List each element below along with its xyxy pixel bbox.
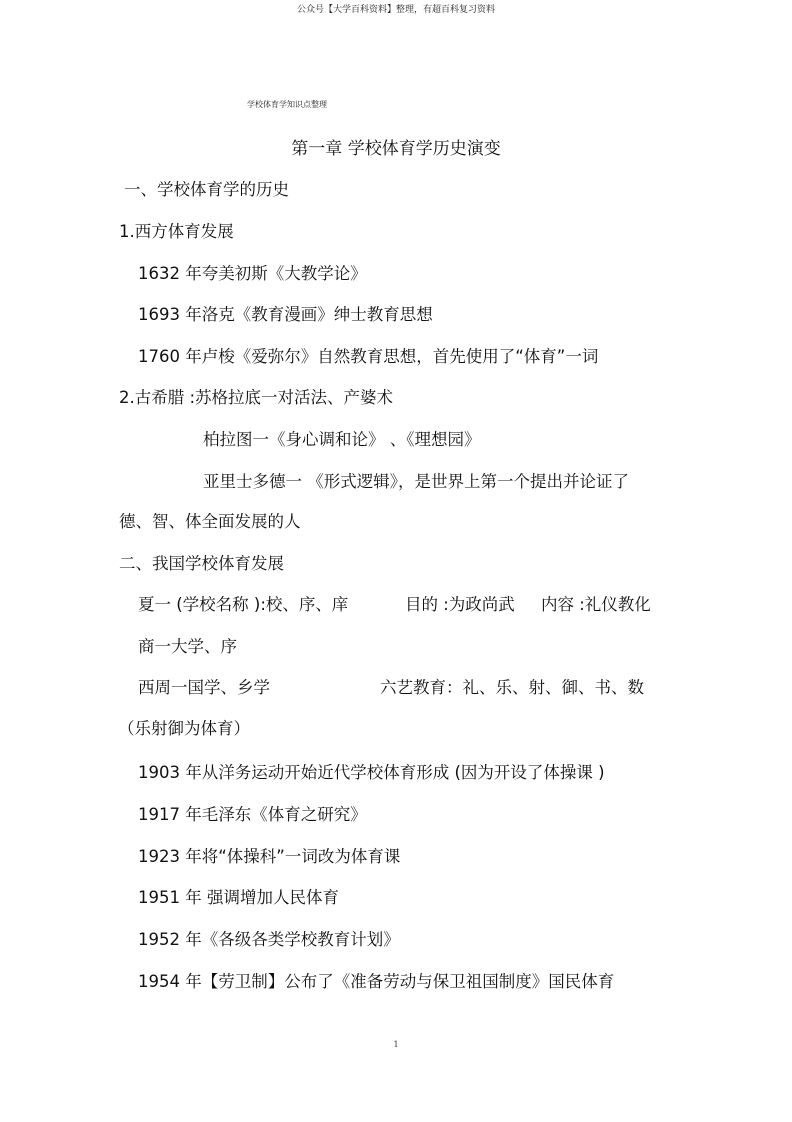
chapter-title: 第一章 学校体育学历史演变: [291, 139, 501, 159]
entry-1693: 1693 年洛克《教育漫画》绅士教育思想: [138, 305, 433, 324]
entry-six-arts: 六艺教育：礼、乐、射、御、书、数: [380, 678, 644, 697]
entry-aristotle-continued: 德、智、体全面发展的人: [119, 512, 301, 531]
entry-1760: 1760 年卢梭《爱弥尔》自然教育思想，首先使用了“体育”一词: [138, 347, 599, 366]
entry-shang: 商一大学、序: [138, 637, 237, 656]
section-heading-china: 二、我国学校体育发展: [119, 554, 284, 573]
entry-xia-content: 内容 :礼仪教化: [541, 595, 651, 614]
entry-1903: 1903 年从洋务运动开始近代学校体育形成 (因为开设了体操课 ): [138, 763, 605, 782]
entry-six-arts-note: （乐射御为体育）: [118, 719, 250, 738]
page-number: 1: [393, 1040, 399, 1049]
document-subtitle: 学校体育学知识点整理: [247, 100, 327, 109]
entry-1917: 1917 年毛泽东《体育之研究》: [138, 805, 367, 824]
entry-1951: 1951 年 强调增加人民体育: [138, 888, 339, 907]
entry-western-zhou: 西周一国学、乡学: [138, 678, 270, 697]
entry-xia-schools: 夏一 (学校名称 ):校、序、庠: [138, 595, 349, 614]
subsection-western-pe: 1.西方体育发展: [119, 222, 234, 241]
entry-xia-purpose: 目的 :为政尚武: [405, 595, 515, 614]
entry-1954: 1954 年【劳卫制】公布了《准备劳动与保卫祖国制度》国民体育: [138, 972, 615, 991]
entry-plato: 柏拉图一《身心调和论》 、《理想园》: [203, 430, 481, 449]
header-note: 公众号【大学百科资料】整理，有超百科复习资料: [296, 5, 495, 15]
entry-1952: 1952 年《各级各类学校教育计划》: [138, 930, 400, 949]
section-heading-history: 一、学校体育学的历史: [124, 180, 289, 199]
entry-1632: 1632 年夸美初斯《大教学论》: [138, 264, 367, 283]
subsection-ancient-greece: 2.古希腊 :苏格拉底一对活法、产婆术: [119, 388, 394, 407]
entry-aristotle: 亚里士多德一 《形式逻辑》，是世界上第一个提出并论证了: [203, 472, 629, 491]
entry-1923: 1923 年将“体操科”一词改为体育课: [138, 847, 401, 866]
